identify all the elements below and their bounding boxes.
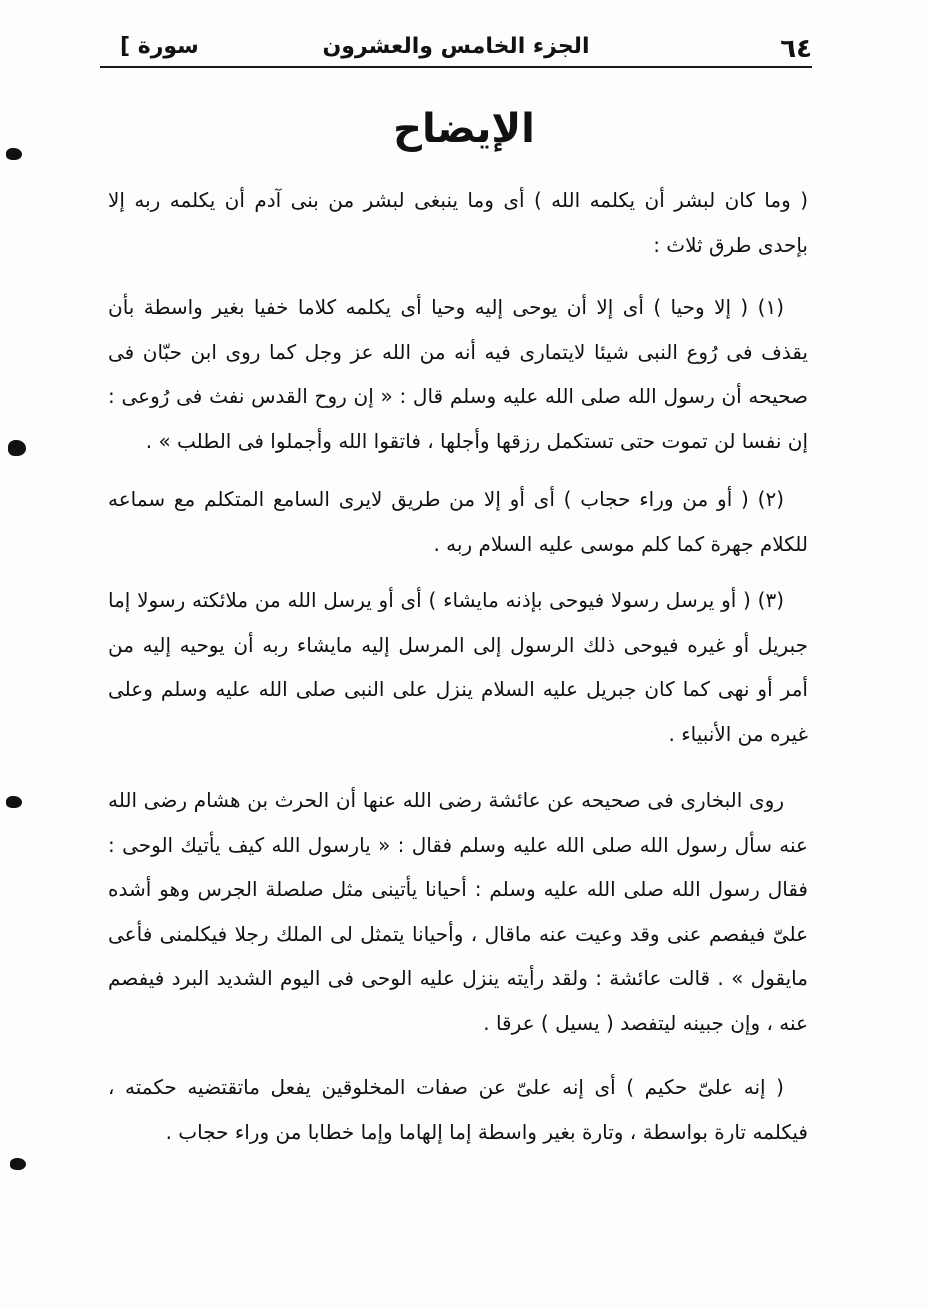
body-text (108, 178, 808, 1154)
scan-speck (10, 1158, 26, 1170)
running-title: الجزء الخامس والعشرون (322, 34, 590, 59)
section-title: الإيضاح (393, 106, 535, 152)
scan-speck (8, 440, 26, 456)
paragraph-first-way: (١) ( إلا وحيا ) أى إلا أن يوحى إليه وحيا أى يكلمه كلاما خفيا بغير واسطة بأن يقذف فى رُوع النبى شيئا لايتمارى فيه أنه من الله عز وجل كما روى ابن حبّان فى صحيحه أن رسول الله صلى الله عليه وسلم قال : « إن روح القدس نفث فى رُوعى : إن نفسا لن تموت حتى تستكمل رزقها وأجلها ، فاتقوا الله وأجملوا فى الطلب » . (108, 295, 808, 453)
paragraph-third-way: (٣) ( أو يرسل رسولا فيوحى بإذنه مايشاء ) أى أو يرسل الله من ملائكته رسولا إما جبريل أو غيره فيوحى ذلك الرسول إلى المرسل إليه مايشاء ربه أن يوحيه إليه من أمر أو نهى كما كان جبريل عليه السلام ينزل على النبى صلى الله عليه وسلم وعلى غيره من الأنبياء . (108, 588, 808, 746)
scan-speck (6, 796, 22, 808)
header-rule (100, 66, 812, 68)
paragraph-intro: ( وما كان لبشر أن يكلمه الله ) أى وما ينبغى لبشر من بنى آدم أن يكلمه ربه إلا بإحدى طرق ثلاث : (108, 188, 808, 257)
paragraph-conclusion: ( إنه علىّ حكيم ) أى إنه علىّ عن صفات المخلوقين يفعل ماتقتضيه حكمته ، فيكلمه تارة بواسطة ، وتارة بغير واسطة إما إلهاما وإما خطابا من وراء حجاب . (108, 1075, 808, 1144)
page-number: ٦٤ (780, 34, 812, 64)
scan-speck (6, 148, 22, 160)
paragraph-second-way: (٢) ( أو من وراء حجاب ) أى أو إلا من طريق لايرى السامع المتكلم مع سماعه للكلام جهرة كما كلم موسى عليه السلام ربه . (108, 487, 808, 556)
surah-label: سورة ] (120, 34, 199, 59)
paragraph-hadith: روى البخارى فى صحيحه عن عائشة رضى الله عنها أن الحرث بن هشام رضى الله عنه سأل رسول الله صلى الله عليه وسلم فقال : « يارسول الله كيف يأتيك الوحى : فقال رسول الله صلى الله عليه وسلم : أحيانا يأتينى مثل صلصلة الجرس وهو أشده علىّ فيفصم عنى وقد وعيت عنه ماقال ، وأحيانا يتمثل لى الملك رجلا فيكلمنى فأعى مايقول » . قالت عائشة : ولقد رأيته ينزل عليه الوحى فى اليوم الشديد البرد فيفصم عنه ، وإن جبينه ليتفصد ( يسيل ) عرقا . (108, 788, 808, 1035)
